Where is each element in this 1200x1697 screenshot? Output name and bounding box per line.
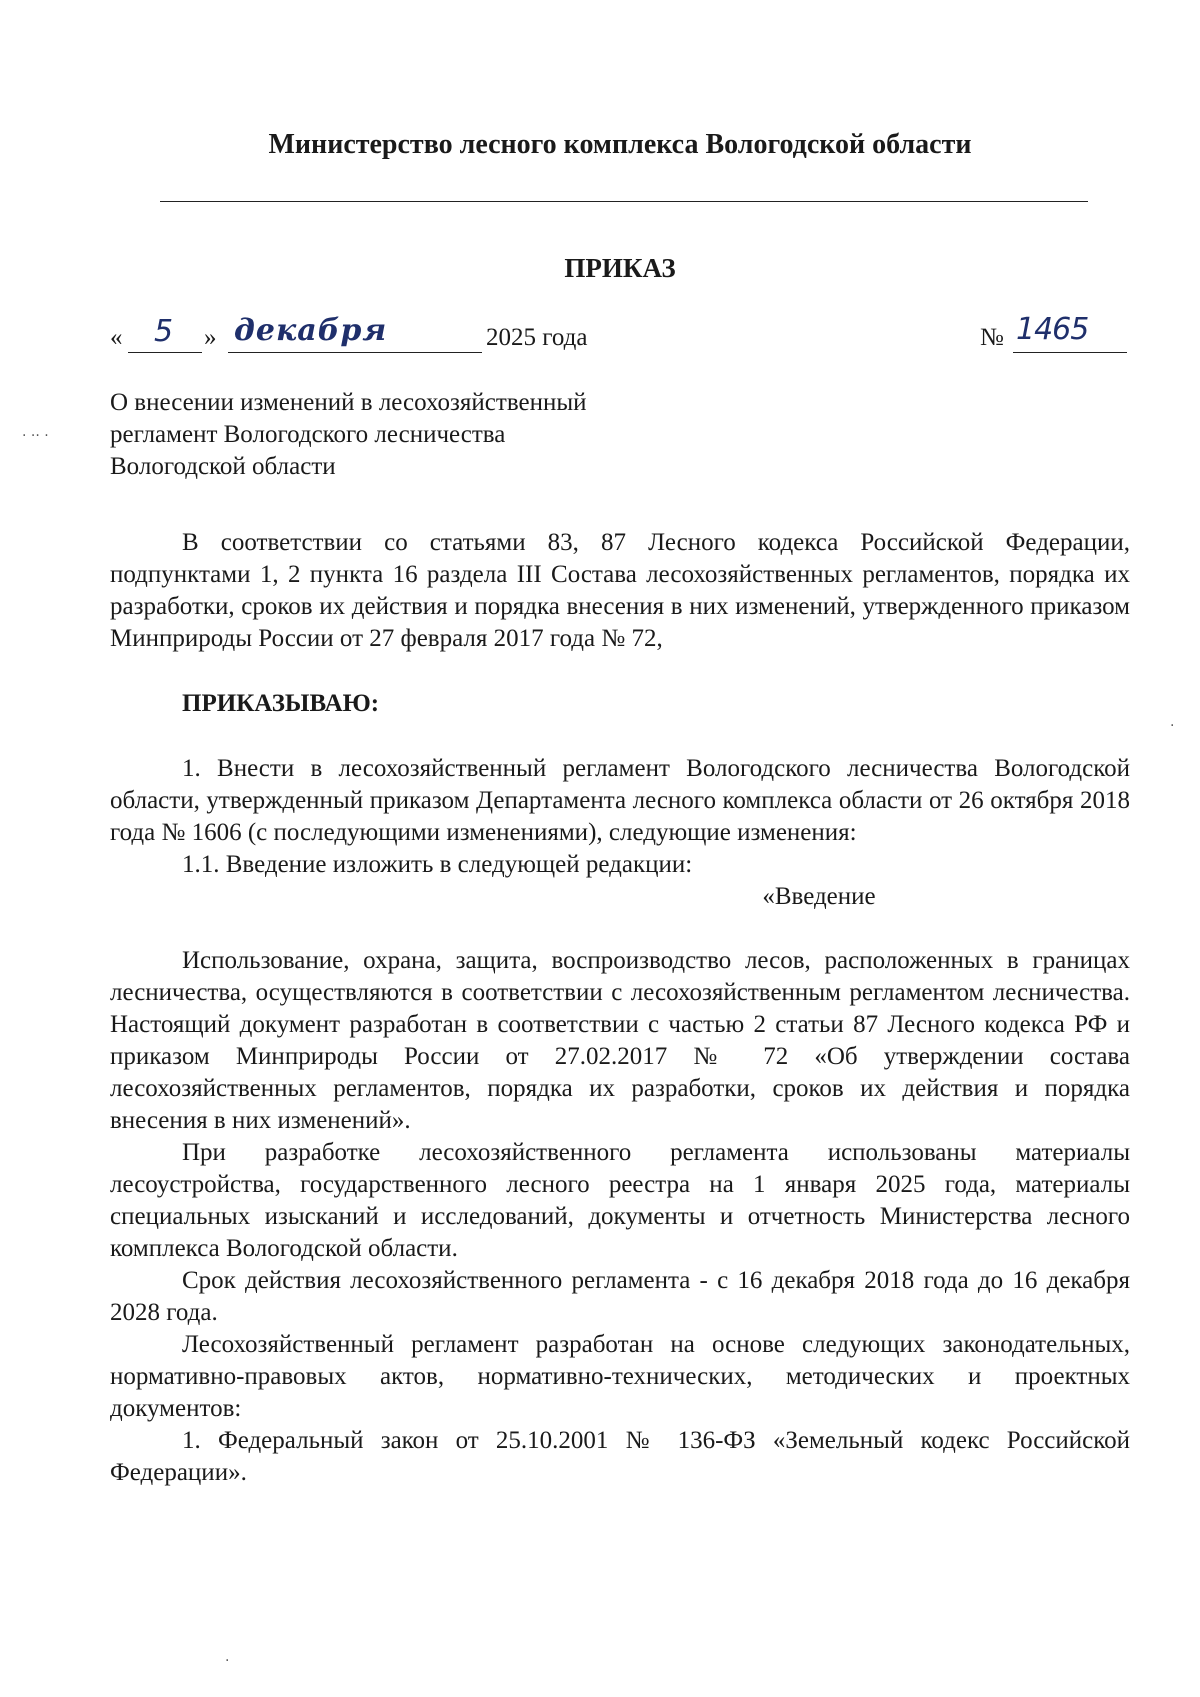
year-text: 2025 года (486, 324, 588, 351)
intro-paragraph-1: Использование, охрана, защита, воспроизводство лесов, расположенных в границах лесничества, осуществляются в соответствии с лесохозяйственным регламентом лесничества. Настоящий документ разработан в соответствии с частью 2 статьи 87 Лесного кодекса РФ и приказом Минприроды России от 27.02.2017 № 72 «Об утверждении состава лесохозяйственных регламентов, порядка их разработки, сроков их действия и порядка внесения в них изменений». (110, 947, 1130, 1134)
scan-speck: · (225, 1653, 230, 1669)
intro-paragraph-2: При разработке лесохозяйственного регламента использованы материалы лесоустройства, государственного лесного реестра на 1 января 2025 года, материалы специальных изысканий и исследований, документы и отчетность Министерства лесного комплекса Вологодской области. (110, 1139, 1130, 1262)
subject-line: О внесении изменений в лесохозяйственный (110, 389, 587, 416)
date-open-quote: « (110, 324, 123, 351)
date-close-quote: » (204, 324, 217, 351)
intro-paragraph-5: 1. Федеральный закон от 25.10.2001 № 136-ФЗ «Земельный кодекс Российской Федерации». (110, 1427, 1130, 1486)
document-type-heading: ПРИКАЗ (564, 253, 676, 283)
subject-line: регламент Вологодского лесничества (110, 421, 506, 448)
item-1-paragraph: 1. Внести в лесохозяйственный регламент Вологодского лесничества Вологодской области, утвержденный приказом Департамента лесного комплекса области от 26 октября 2018 года № 1606 (с последующими изменениями), следующие изменения: (110, 755, 1130, 846)
subject-line: Вологодской области (110, 453, 336, 480)
handwritten-day: 5 (154, 314, 174, 349)
handwritten-month: декабря (234, 313, 388, 348)
item-1-1-paragraph: 1.1. Введение изложить в следующей редакции: (182, 851, 693, 878)
date-number-row (110, 312, 1130, 362)
preamble-paragraph: В соответствии со статьями 83, 87 Лесного кодекса Российской Федерации, подпунктами 1, 2 пункта 16 раздела III Состава лесохозяйственных регламентов, порядка их разработки, сроков их действия и порядка внесения в них изменений, утвержденного приказом Минприроды России от 27 февраля 2017 года № 72, (110, 529, 1130, 652)
number-sign: № (980, 324, 1004, 351)
scan-speck: · (1170, 718, 1175, 734)
ministry-title: Министерство лесного комплекса Вологодской области (268, 129, 972, 160)
scan-speck: · ·· · (22, 428, 49, 444)
header-divider (160, 201, 1088, 202)
introduction-heading: «Введение (762, 883, 876, 910)
decree-heading: ПРИКАЗЫВАЮ: (182, 690, 380, 717)
handwritten-number: 1465 (1016, 312, 1089, 347)
order-subject (110, 387, 710, 483)
intro-paragraph-3: Срок действия лесохозяйственного регламента - с 16 декабря 2018 года до 16 декабря 2028 года. (110, 1267, 1130, 1326)
order-body (110, 527, 1130, 1489)
intro-paragraph-4: Лесохозяйственный регламент разработан на основе следующих законодательных, нормативно-правовых актов, нормативно-технических, методических и проектных документов: (110, 1331, 1130, 1422)
